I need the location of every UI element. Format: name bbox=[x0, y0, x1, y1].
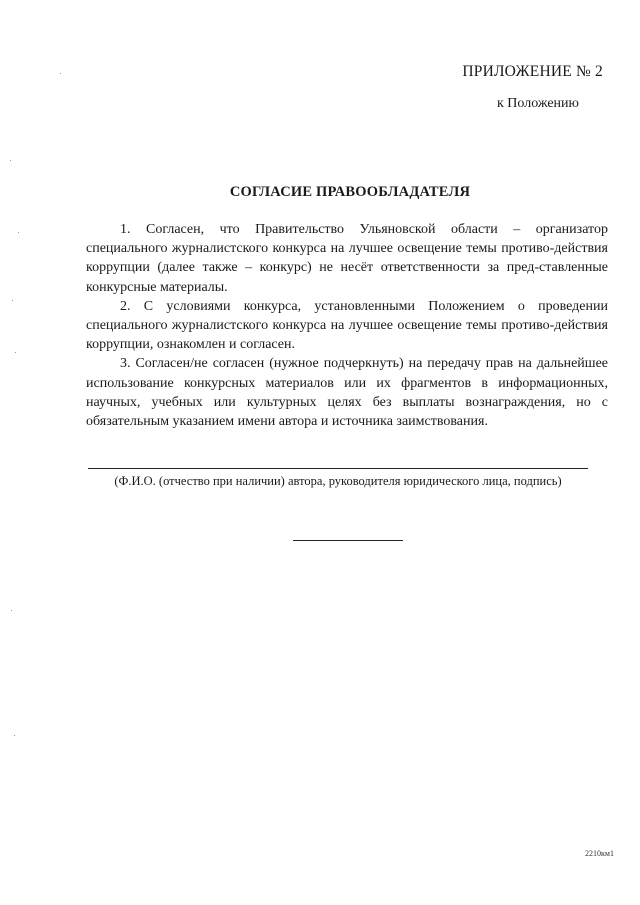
scan-speck bbox=[18, 232, 19, 233]
scan-speck bbox=[14, 735, 15, 736]
paragraph-2: 2. С условиями конкурса, установленными Положением о проведении специального журналистского конкурса на лучшее освещение темы противо-действия коррупции, ознакомлен и согласен. bbox=[86, 298, 608, 353]
signature-line bbox=[88, 468, 588, 469]
paragraph-1: 1. Согласен, что Правительство Ульяновской области – организатор специального журналистского конкурса на лучшее освещение темы противо-действия коррупции (далее также – конкурс) не несёт ответственности за пред-ставленные конкурсные материалы. bbox=[86, 222, 608, 295]
appendix-title: ПРИЛОЖЕНИЕ № 2 bbox=[462, 63, 603, 80]
scan-speck bbox=[11, 610, 12, 611]
document-code: 2210км1 bbox=[585, 849, 614, 858]
end-divider bbox=[293, 540, 403, 541]
scan-speck bbox=[12, 300, 13, 301]
scan-speck bbox=[60, 73, 61, 74]
document-title: СОГЛАСИЕ ПРАВООБЛАДАТЕЛЯ bbox=[229, 184, 471, 200]
paragraph-3: 3. Согласен/не согласен (нужное подчеркнуть) на передачу прав на дальнейшее использование конкурсных материалов или их фрагментов в информационных, научных, учебных или культурных целях без выплаты вознаграждения, но с обязательным указанием имени автора и источника заимствования. bbox=[86, 356, 608, 430]
scan-speck bbox=[10, 160, 11, 161]
appendix-subtitle: к Положению bbox=[496, 96, 579, 111]
scan-speck bbox=[15, 352, 16, 353]
document-body bbox=[86, 220, 608, 431]
signature-caption: (Ф.И.О. (отчество при наличии) автора, руководителя юридического лица, подпись) bbox=[114, 474, 562, 488]
